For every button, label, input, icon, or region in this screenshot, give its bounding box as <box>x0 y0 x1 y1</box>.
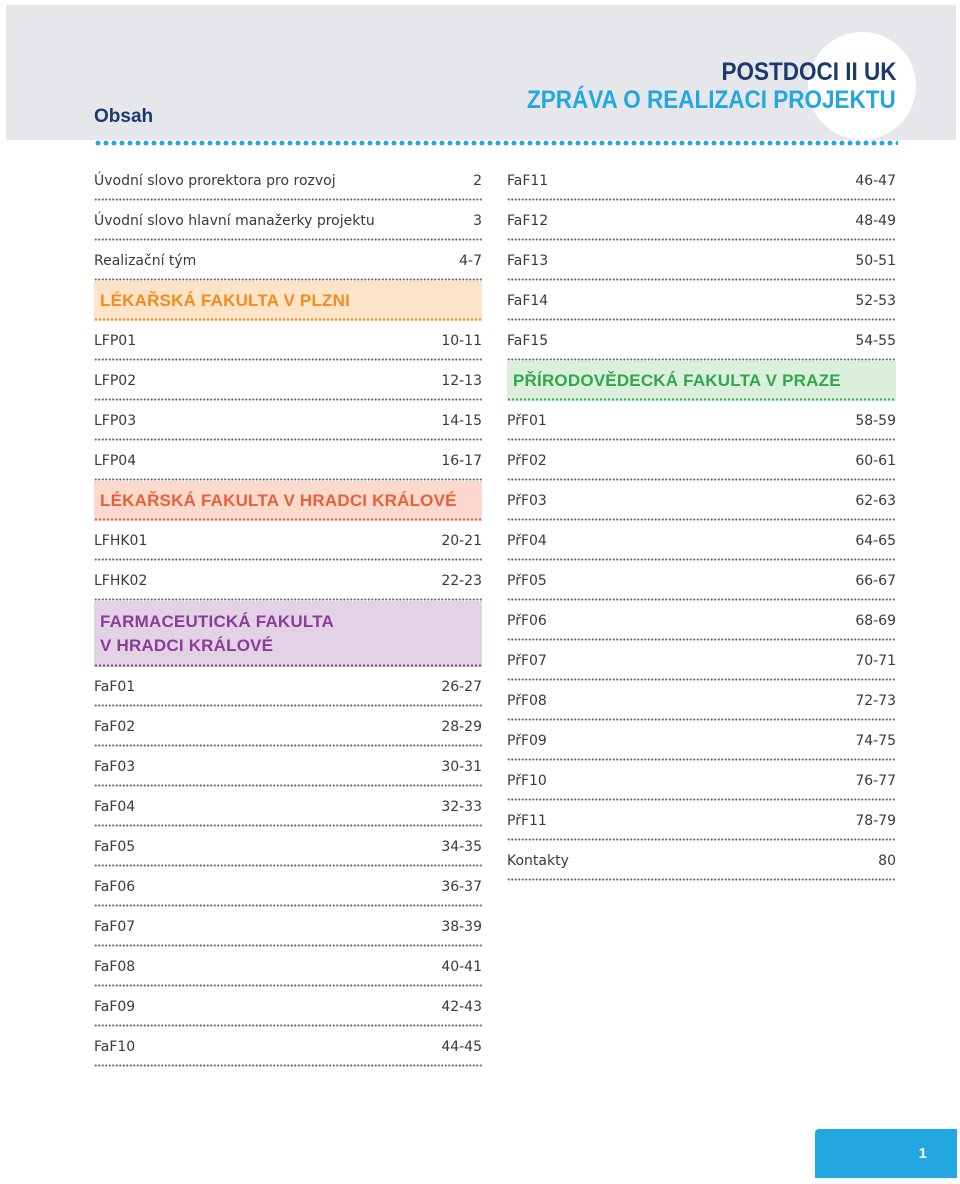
toc-entry-label: LFHK02 <box>94 573 148 589</box>
toc-left-column <box>94 161 482 1067</box>
toc-entry[interactable] <box>507 761 896 801</box>
toc-entry[interactable] <box>94 907 482 947</box>
toc-entry[interactable] <box>94 361 482 401</box>
section-header-faf <box>94 601 482 667</box>
toc-entry-label: Kontakty <box>507 853 569 869</box>
toc-entry-label: Úvodní slovo hlavní manažerky projektu <box>94 213 375 229</box>
toc-entry-label: FaF14 <box>507 293 549 309</box>
toc-entry[interactable] <box>94 707 482 747</box>
toc-entry-label: FaF03 <box>94 759 136 775</box>
toc-entry[interactable] <box>94 987 482 1027</box>
toc-entry-pages: 3 <box>473 213 482 229</box>
toc-entry-pages: 10-11 <box>441 333 482 349</box>
toc-entry-label: PřF11 <box>507 813 547 829</box>
toc-entry-label: PřF07 <box>507 653 547 669</box>
toc-entry[interactable] <box>94 441 482 481</box>
toc-entry-pages: 2 <box>473 173 482 189</box>
page-number: 1 <box>918 1145 927 1162</box>
page-number-tab <box>815 1129 957 1178</box>
section-title: FARMACEUTICKÁ FAKULTA <box>100 612 334 631</box>
toc-entry[interactable] <box>94 521 482 561</box>
toc-entry[interactable] <box>507 281 896 321</box>
toc-entry[interactable] <box>507 801 896 841</box>
toc-entry-label: FaF04 <box>94 799 136 815</box>
toc-entry[interactable] <box>94 1027 482 1067</box>
toc-entry-label: FaF02 <box>94 719 136 735</box>
toc-entry-pages: 64-65 <box>855 533 896 549</box>
toc-entry-pages: 46-47 <box>855 173 896 189</box>
toc-entry-label: FaF08 <box>94 959 136 975</box>
toc-entry[interactable] <box>507 721 896 761</box>
toc-entry[interactable] <box>507 521 896 561</box>
toc-entry-pages: 52-53 <box>855 293 896 309</box>
toc-entry[interactable] <box>94 827 482 867</box>
toc-entry[interactable] <box>94 241 482 281</box>
toc-entry[interactable] <box>507 321 896 361</box>
section-header-lfhk <box>94 481 482 521</box>
toc-entry-pages: 14-15 <box>441 413 482 429</box>
toc-entry[interactable] <box>94 321 482 361</box>
toc-entry-pages: 70-71 <box>855 653 896 669</box>
toc-entry-contacts[interactable] <box>507 841 896 881</box>
toc-entry[interactable] <box>507 481 896 521</box>
toc-entry-label: FaF01 <box>94 679 136 695</box>
toc-entry[interactable] <box>507 561 896 601</box>
toc-entry-pages: 4-7 <box>459 253 482 269</box>
section-header-lfp <box>94 281 482 321</box>
toc-entry-label: PřF05 <box>507 573 547 589</box>
toc-entry-pages: 16-17 <box>441 453 482 469</box>
toc-entry-label: PřF06 <box>507 613 547 629</box>
toc-entry[interactable] <box>94 561 482 601</box>
toc-entry-pages: 44-45 <box>441 1039 482 1055</box>
toc-entry-pages: 66-67 <box>855 573 896 589</box>
toc-entry-label: PřF09 <box>507 733 547 749</box>
toc-entry-label: PřF08 <box>507 693 547 709</box>
toc-entry[interactable] <box>94 161 482 201</box>
toc-entry-label: FaF11 <box>507 173 549 189</box>
toc-entry[interactable] <box>94 201 482 241</box>
toc-entry-pages: 36-37 <box>441 879 482 895</box>
toc-entry[interactable] <box>94 401 482 441</box>
toc-entry-label: LFP03 <box>94 413 137 429</box>
toc-entry-label: FaF06 <box>94 879 136 895</box>
section-title-line-2: V HRADCI KRÁLOVÉ <box>100 636 274 655</box>
toc-entry-label: FaF07 <box>94 919 136 935</box>
toc-right-column <box>507 161 896 881</box>
section-title: LÉKAŘSKÁ FAKULTA V HRADCI KRÁLOVÉ <box>100 491 457 510</box>
report-title-line-1: POSTDOCI II UK <box>720 58 896 86</box>
toc-entry-pages: 28-29 <box>441 719 482 735</box>
toc-entry[interactable] <box>94 747 482 787</box>
toc-entry-label: LFP02 <box>94 373 137 389</box>
toc-entry-label: FaF05 <box>94 839 136 855</box>
toc-entry[interactable] <box>94 787 482 827</box>
toc-entry[interactable] <box>507 401 896 441</box>
toc-entry-pages: 68-69 <box>855 613 896 629</box>
toc-entry-pages: 54-55 <box>855 333 896 349</box>
toc-entry[interactable] <box>507 241 896 281</box>
toc-entry-label: PřF01 <box>507 413 547 429</box>
toc-entry-pages: 20-21 <box>441 533 482 549</box>
toc-entry-pages: 74-75 <box>855 733 896 749</box>
report-title-line-2: ZPRÁVA O REALIZACI PROJEKTU <box>527 86 896 114</box>
toc-entry[interactable] <box>94 867 482 907</box>
toc-entry-pages: 38-39 <box>441 919 482 935</box>
toc-entry-pages: 76-77 <box>855 773 896 789</box>
toc-entry-pages: 58-59 <box>855 413 896 429</box>
toc-entry-pages: 72-73 <box>855 693 896 709</box>
toc-entry-pages: 40-41 <box>441 959 482 975</box>
toc-entry-pages: 34-35 <box>441 839 482 855</box>
toc-entry-label: FaF10 <box>94 1039 136 1055</box>
toc-entry-label: PřF03 <box>507 493 547 509</box>
toc-entry-label: FaF13 <box>507 253 549 269</box>
toc-entry-pages: 32-33 <box>441 799 482 815</box>
toc-entry-pages: 80 <box>878 853 896 869</box>
toc-entry-pages: 26-27 <box>441 679 482 695</box>
toc-entry-pages: 30-31 <box>441 759 482 775</box>
toc-entry[interactable] <box>507 441 896 481</box>
contents-heading: Obsah <box>94 106 154 127</box>
toc-entry-label: Úvodní slovo prorektora pro rozvoj <box>94 173 336 189</box>
toc-entry-label: FaF15 <box>507 333 549 349</box>
toc-entry-pages: 60-61 <box>855 453 896 469</box>
toc-entry-label: Realizační tým <box>94 253 197 269</box>
header-dotted-rule <box>94 140 898 146</box>
toc-entry[interactable] <box>94 667 482 707</box>
toc-entry-label: LFP04 <box>94 453 137 469</box>
toc-entry[interactable] <box>507 201 896 241</box>
toc-entry-label: PřF04 <box>507 533 547 549</box>
section-title: PŘÍRODOVĚDECKÁ FAKULTA V PRAZE <box>513 371 841 390</box>
toc-entry-pages: 42-43 <box>441 999 482 1015</box>
toc-entry[interactable] <box>507 641 896 681</box>
toc-entry-label: LFP01 <box>94 333 137 349</box>
toc-entry[interactable] <box>507 681 896 721</box>
toc-entry-pages: 12-13 <box>441 373 482 389</box>
toc-entry[interactable] <box>507 601 896 641</box>
toc-entry-label: FaF09 <box>94 999 136 1015</box>
toc-entry-pages: 78-79 <box>855 813 896 829</box>
section-header-prf <box>507 361 896 401</box>
toc-entry-label: PřF10 <box>507 773 547 789</box>
toc-entry[interactable] <box>507 161 896 201</box>
toc-entry-pages: 50-51 <box>855 253 896 269</box>
toc-entry-pages: 62-63 <box>855 493 896 509</box>
toc-entry-label: FaF12 <box>507 213 549 229</box>
section-title: LÉKAŘSKÁ FAKULTA V PLZNI <box>100 291 351 310</box>
toc-entry-label: LFHK01 <box>94 533 148 549</box>
toc-entry-label: PřF02 <box>507 453 547 469</box>
toc-entry-pages: 22-23 <box>441 573 482 589</box>
toc-entry[interactable] <box>94 947 482 987</box>
toc-entry-pages: 48-49 <box>855 213 896 229</box>
